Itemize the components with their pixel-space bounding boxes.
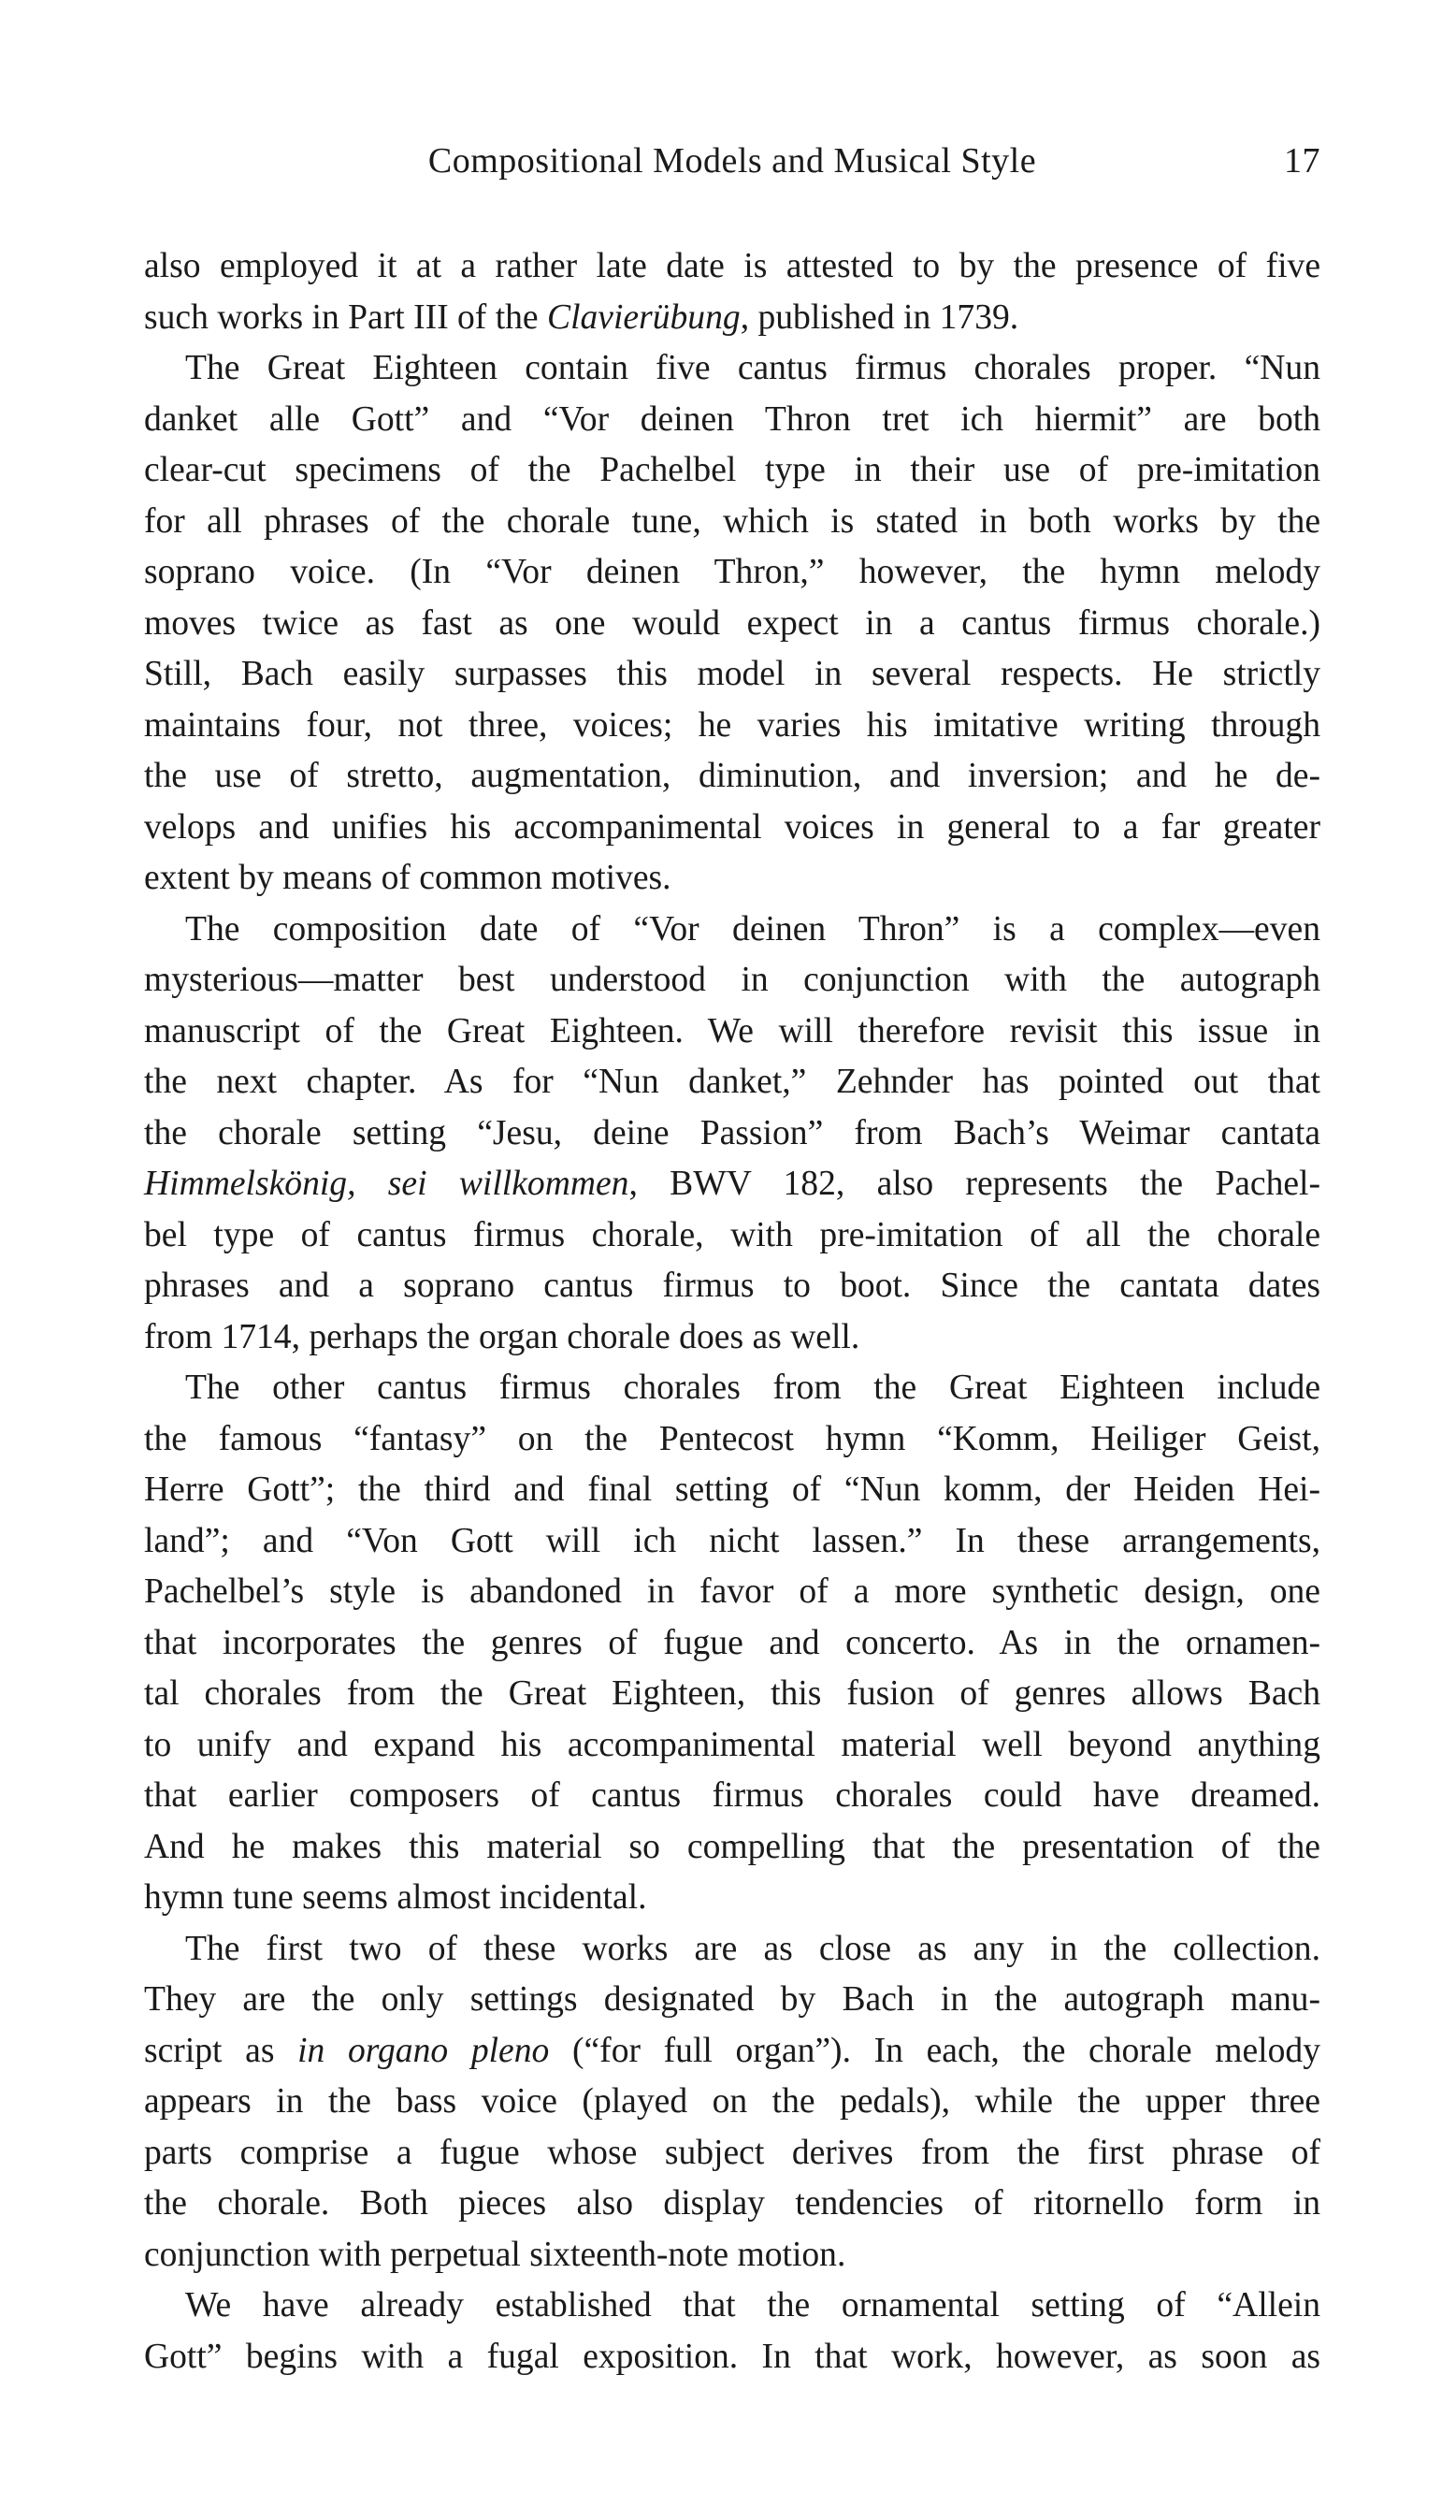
text-line: [144, 1465, 1320, 1516]
text-line: [144, 701, 1320, 752]
text-line: [144, 649, 1320, 701]
text-line: [144, 1771, 1320, 1822]
text-run: parts comprise a fugue whose subject derives from the first phrase of: [144, 2133, 1320, 2172]
running-head-title: Compositional Models and Musical Style: [427, 141, 1037, 181]
text-line: [144, 497, 1320, 548]
text-line: [144, 1567, 1320, 1618]
text-line: [144, 445, 1320, 497]
text-run: conjunction with perpetual sixteenth-note motion.: [144, 2235, 846, 2274]
italic-title: in organo pleno: [297, 2031, 550, 2070]
text-line: [144, 1414, 1320, 1466]
text-line: [144, 751, 1320, 803]
text-run: from 1714, perhaps the organ chorale does as well.: [144, 1317, 860, 1356]
text-line: [144, 241, 1320, 293]
text-run: clear-cut specimens of the Pachelbel type in their use of pre-imitation: [144, 451, 1320, 489]
text-run: for all phrases of the chorale tune, which is stated in both works by the: [144, 501, 1320, 541]
text-line: [144, 1822, 1320, 1874]
text-line: [144, 1261, 1320, 1312]
text-run: such works in Part III of the: [144, 297, 548, 337]
text-line: [144, 1618, 1320, 1670]
text-line: [144, 1108, 1320, 1160]
text-run: manuscript of the Great Eighteen. We will therefore revisit this issue in: [144, 1011, 1320, 1050]
paragraph: [144, 2281, 1320, 2382]
text-run: the chorale. Both pieces also display tendencies of ritornello form in: [144, 2184, 1320, 2223]
text-line: [144, 1159, 1320, 1210]
text-run: script as: [144, 2031, 298, 2070]
text-run: tal chorales from the Great Eighteen, this fusion of genres allows Bach: [144, 1674, 1320, 1713]
text-run: the use of stretto, augmentation, diminution, and inversion; and he de-: [144, 757, 1320, 795]
page-number: 17: [1284, 141, 1320, 181]
text-run: soprano voice. (In “Vor deinen Thron,” however, the hymn melody: [144, 553, 1320, 591]
italic-title: Himmelskönig, sei willkommen: [144, 1165, 629, 1203]
text-run: The composition date of “Vor deinen Thron” is a complex—even: [185, 909, 1320, 949]
text-run: the famous “fantasy” on the Pentecost hymn “Komm, Heiliger Geist,: [144, 1419, 1320, 1458]
text-line: [144, 2128, 1320, 2180]
text-run: that incorporates the genres of fugue and concerto. As in the ornamen-: [144, 1623, 1320, 1662]
book-page: [144, 140, 1320, 2382]
text-line: [144, 343, 1320, 395]
text-run: Herre Gott”; the third and final setting of “Nun komm, der Heiden Hei-: [144, 1470, 1320, 1509]
text-line: [144, 1720, 1320, 1772]
text-run: mysterious—matter best understood in conjunction with the autograph: [144, 961, 1320, 999]
text-line: [144, 395, 1320, 446]
text-run: that earlier composers of cantus firmus chorales could have dreamed.: [144, 1776, 1320, 1815]
text-line: [144, 853, 1320, 905]
text-run: We have already established that the ornamental setting of “Allein: [185, 2286, 1320, 2324]
text-run: extent by means of common motives.: [144, 859, 671, 897]
text-run: The first two of these works are as close as any in the collection.: [185, 1929, 1320, 1968]
text-run: Gott” begins with a fugal exposition. In that work, however, as soon as: [144, 2337, 1320, 2376]
text-run: , published in 1739.: [740, 297, 1019, 337]
text-run: (“for full organ”). In each, the chorale melody: [549, 2031, 1320, 2070]
paragraph: [144, 905, 1320, 1364]
text-run: They are the only settings designated by Bach in the autograph manu-: [144, 1980, 1320, 2019]
paragraph: [144, 343, 1320, 905]
italic-title: Clavierübung: [547, 297, 741, 337]
text-line: [144, 2026, 1320, 2078]
text-run: the next chapter. As for “Nun danket,” Zehnder has pointed out that: [144, 1063, 1320, 1101]
text-line: [144, 1924, 1320, 1976]
text-run: The Great Eighteen contain five cantus firmus chorales proper. “Nun: [185, 349, 1320, 387]
text-run: maintains four, not three, voices; he varies his imitative writing through: [144, 705, 1320, 745]
paragraph: [144, 241, 1320, 343]
text-run: hymn tune seems almost incidental.: [144, 1878, 647, 1917]
text-line: [144, 955, 1320, 1007]
text-run: land”; and “Von Gott will ich nicht lassen.” In these arrangements,: [144, 1521, 1320, 1560]
text-run: Pachelbel’s style is abandoned in favor of a more synthetic design, one: [144, 1572, 1320, 1611]
text-run: danket alle Gott” and “Vor deinen Thron tret ich hiermit” are both: [144, 399, 1320, 439]
text-line: [144, 2332, 1320, 2383]
text-line: [144, 599, 1320, 650]
running-head: [144, 140, 1320, 196]
text-line: [144, 803, 1320, 854]
text-line: [144, 1007, 1320, 1058]
text-line: [144, 293, 1320, 344]
body-text: [144, 241, 1320, 2382]
text-line: [144, 2179, 1320, 2230]
text-run: the chorale setting “Jesu, deine Passion” from Bach’s Weimar cantata: [144, 1113, 1320, 1152]
text-run: also employed it at a rather late date is attested to by the presence of five: [144, 247, 1320, 285]
text-run: velops and unifies his accompanimental voices in general to a far greater: [144, 807, 1320, 847]
text-line: [144, 1363, 1320, 1414]
text-line: [144, 905, 1320, 956]
text-run: , BWV 182, also represents the Pachel-: [628, 1165, 1321, 1203]
text-line: [144, 1873, 1320, 1924]
text-line: [144, 1312, 1320, 1364]
text-line: [144, 2281, 1320, 2332]
text-line: [144, 1516, 1320, 1568]
text-run: Still, Bach easily surpasses this model in several respects. He strictly: [144, 655, 1320, 693]
text-run: appears in the bass voice (played on the pedals), while the upper three: [144, 2082, 1320, 2121]
text-run: And he makes this material so compelling that the presentation of the: [144, 1827, 1320, 1866]
text-run: The other cantus firmus chorales from the Great Eighteen include: [185, 1369, 1320, 1407]
text-line: [144, 1210, 1320, 1262]
paragraph: [144, 1363, 1320, 1924]
text-line: [144, 1975, 1320, 2026]
text-run: moves twice as fast as one would expect in a cantus firmus chorale.): [144, 603, 1320, 643]
text-line: [144, 2077, 1320, 2128]
text-line: [144, 2230, 1320, 2281]
text-line: [144, 547, 1320, 599]
paragraph: [144, 1924, 1320, 2281]
text-run: bel type of cantus firmus chorale, with pre-imitation of all the chorale: [144, 1215, 1320, 1254]
text-run: to unify and expand his accompanimental material well beyond anything: [144, 1725, 1320, 1764]
text-line: [144, 1669, 1320, 1720]
text-run: phrases and a soprano cantus firmus to boot. Since the cantata dates: [144, 1267, 1320, 1305]
text-line: [144, 1057, 1320, 1108]
